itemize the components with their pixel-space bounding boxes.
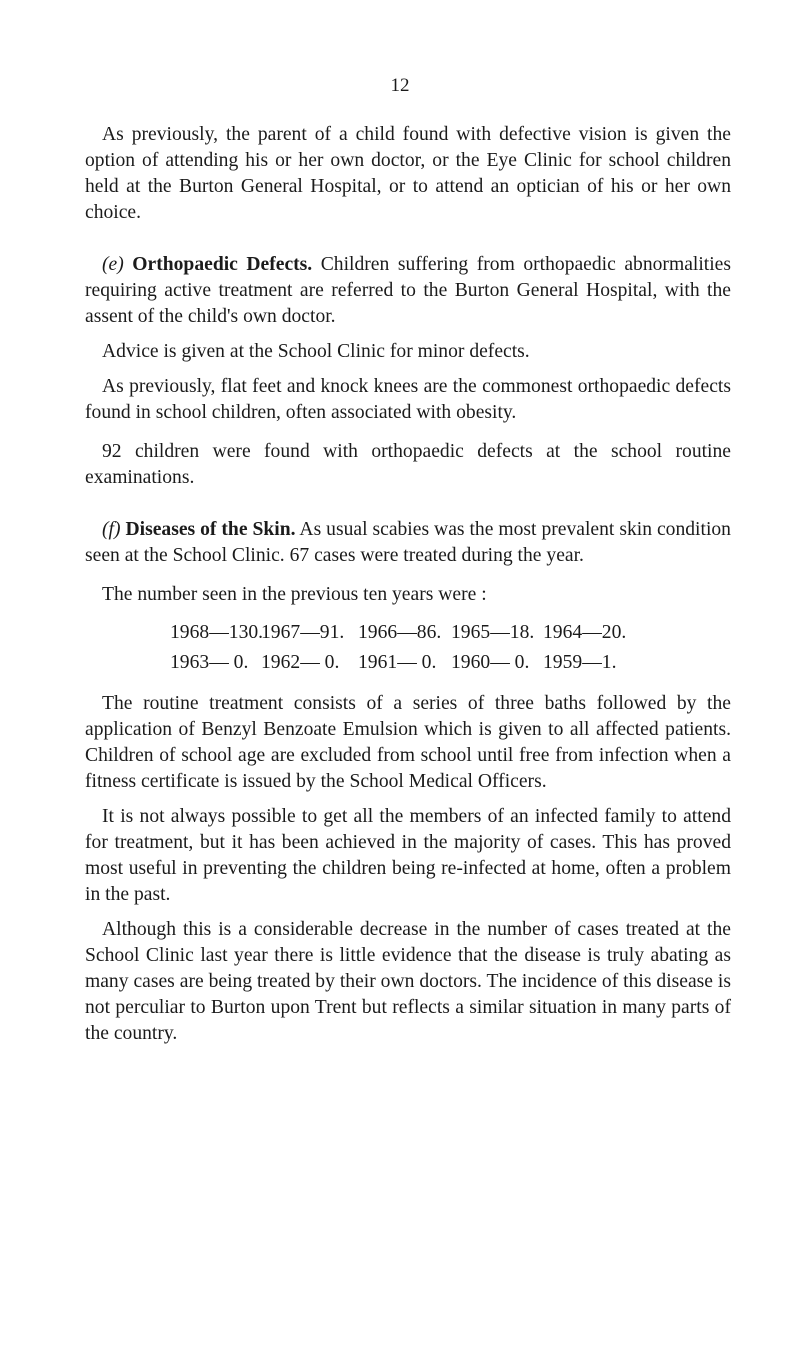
year-count: 1963— 0. — [170, 652, 249, 673]
paragraph-skin-diseases — [85, 517, 731, 569]
skin-text: As usual scabies was the most prevalent skin condition seen at the School Clinic. 67 cases were treated during the year. — [85, 519, 731, 566]
year-count: 1965—18. — [451, 622, 535, 643]
paragraph-orthopaedic-count: 92 children were found with orthopaedic defects at the school routine examinations. — [85, 441, 731, 488]
orthopaedic-text: Children suffering from orthopaedic abnormalities requiring active treatment are referred to the Burton General Hospital, with the assent of the child's own doctor. — [85, 254, 731, 327]
year-count: 1959—1. — [543, 652, 617, 673]
year-counts — [85, 618, 731, 678]
year-count: 1964—20. — [543, 622, 627, 643]
year-count: 1967—91. — [261, 622, 345, 643]
paragraph-eye-clinic: As previously, the parent of a child found with defective vision is given the option of attending his or her own doctor, or the Eye Clinic for school children held at the Burton General Hospital, or to attend an optician of his or her own choice. — [85, 124, 731, 223]
section-letter-e: (e) — [102, 254, 124, 275]
year-row — [170, 648, 731, 678]
year-count: 1962— 0. — [261, 652, 340, 673]
section-heading-skin: Diseases of the Skin. — [125, 519, 296, 540]
year-count: 1960— 0. — [451, 652, 530, 673]
section-letter-f: (f) — [102, 519, 121, 540]
year-count: 1966—86. — [358, 622, 442, 643]
year-row — [170, 618, 731, 648]
paragraph-infected-family: It is not always possible to get all the members of an infected family to attend for treatment, but it has been achieved in the majority of cases. This has proved most useful in preventing the children being re-infected at home, often a problem in the past. — [85, 806, 731, 905]
body-text — [85, 122, 731, 1047]
paragraph-routine-treatment: The routine treatment consists of a series of three baths followed by the application of Benzyl Benzoate Emulsion which is given to all affected patients. Children of school age are excluded from school until free from infection when a fitness certificate is issued by the School Medical Officers. — [85, 693, 731, 792]
paragraph-minor-defects: Advice is given at the School Clinic for minor defects. — [102, 341, 530, 362]
paragraph-previous-years: The number seen in the previous ten years were : — [102, 584, 487, 605]
year-count: 1961— 0. — [358, 652, 437, 673]
page-number: 12 — [390, 75, 410, 96]
year-count: 1968—130. — [170, 622, 264, 643]
paragraph-flat-feet: As previously, flat feet and knock knees are the commonest orthopaedic defects found in school children, often associated with obesity. — [85, 376, 731, 423]
section-heading-orthopaedic: Orthopaedic Defects. — [132, 254, 313, 275]
paragraph-decrease-cases: Although this is a considerable decrease in the number of cases treated at the School Clinic last year there is little evidence that the disease is truly abating as many cases are being treated by their own doctors. The incidence of this disease is not perculiar to Burton upon Trent but reflects a similar situation in many parts of the country. — [85, 919, 731, 1044]
paragraph-orthopaedic-defects — [85, 252, 731, 330]
